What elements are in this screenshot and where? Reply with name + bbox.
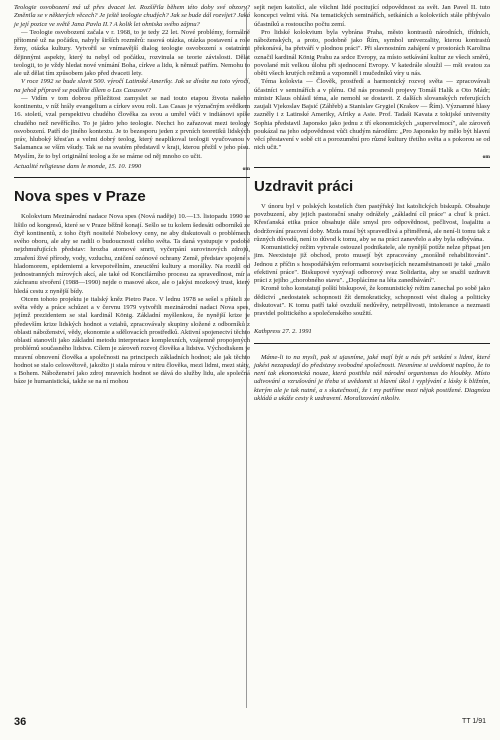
issue-label: TT 1/91 bbox=[462, 718, 486, 725]
article-title: Nova spes v Praze bbox=[14, 188, 146, 206]
page-number: 36 bbox=[14, 716, 27, 728]
section-divider bbox=[14, 177, 250, 178]
interview-question: V roce 1992 se bude slavit 500. výročí Latinské Ameriky. Jak se díváte na toto výročí, na jehož přípravě se podílíte dílem o Las Casasovi? bbox=[14, 78, 250, 94]
author-tag: om bbox=[482, 153, 490, 160]
source-line: Kathpress 27. 2. 1991 bbox=[254, 328, 312, 336]
page-footer bbox=[0, 716, 500, 736]
article-paragraph: Komunistický režim vytvrale ostouzel podnikatele, ale nynější potíže nelze připsat jen jim. Neexistuje již obchod, proto musejí být zpracovány „morálně rehabilitováni". Jednou z příčin s hospodářským reformami souvisejících nezaměstnanosti je také „málo efektivní práce". Biskupové vyzývají odborový svaz Solidarita, aby se snažil uzdravit práci z jejího „chorobného stavu". „Doplácíme na léta zanedbávání". bbox=[254, 244, 490, 284]
left-column bbox=[14, 4, 250, 387]
section-divider bbox=[254, 167, 490, 168]
article-paragraph: V únoru byl v polských kostelích čten pastýřský list katolických biskupů. Obsahuje povzbuzení, aby jejich pastorační snahy odrážely „základní cíl práce" a chuť k práci. Křesťanská etika práce obsahuje dále smysl pro odpovědnost, pečlivost, loajalitu a dodržování pracovní doby. Mzda musí být spravedlivá a přiměřená, ale není-li tomu tak z různých důvodů, není to důvod k tomu, aby se na práci zanevřelo a aby byla odbývána. bbox=[254, 202, 490, 243]
article-paragraph: Kromě toho konstatují polští biskupové, že komunistický režim zanechal po sobě jako dědictví „nedostatek schopnosti žít demokraticky, schopnosti vést dialog a politicky diskutovat". K tomu patří také ovzduší nedůvěry, netrpělivosti, intolerance a nezmasti pravidel politického a společenského soužití. bbox=[254, 285, 490, 317]
section-divider bbox=[254, 343, 490, 344]
right-column bbox=[254, 4, 490, 403]
article-paragraph: Kolokvium Mezinárodní nadace Nova spes (Nová naděje) 10.—13. listopadu 1990 se lišilo od kongresů, které se v Praze běžně konají. Sešlo se tu kolem šedesáti odborníků ze čtyř kontinentů, z toho čtyři nositelé Nobelovy ceny, ne aby diskutovali o problémech svého oboru, ale aby se radili o budoucnosti celého světa. Ta daná vystupuje v podobě nejzhmuřujících představ: hrozba atomové smrti, vyčerpání surovinových zdrojů, zmaření živé přírody, vody, vzduchu, zničení ozónové ochrany Země, představ spojené s hladomorem, epidemiemi a krvepotvělním, zneuctění kultury a morálky. Na rozdíl od jednostranných mírových akcí, ale také od Koncilárního procesu za spravedlnost, mír a záchranu stvoření (1988—1990) nejde o masové akce, ale o jakýsi mozkový trust, který hledá cestu z nynější bídy. bbox=[14, 213, 250, 295]
interview-answer: — Teologie osvobození začala v r. 1968, to je tedy 22 let. Nové problémy, formálně přítomné už na počátku, nabyly širších rozměrů: rasová otázka, otázka postavení a role ženy, otázka kultury. Vytvořil se vnímavější dialog teologie osvobození s ostatními dějinnými aspekty, který tu nebyl od počátku, rozvinula se teorie závislosti. Dělat teologii, to je vždy hledat nové vnímání Boha, církve a lidu, k němuž patřím. Nemohu to ale už dělat tím způsobem jako před dvaceti lety. bbox=[14, 28, 250, 77]
article-paragraph: sejít nejen katolíci, ale všichni lidé pocitující odpovědnost za svět. Jan Pavel II. tuto koncepci velmi vítá. Na tematických seminářích, setkáních a kolokviích stále přibývalo účastníků a rostoucího počtu zemí. bbox=[254, 4, 490, 28]
source-byline: Actualité religieuse dans le monde, 15. 10. 1990 bbox=[14, 162, 142, 170]
interview-question: Teologie osvobození má už přes dvacet let. Rozšířila během této doby své obzory? Změnila se v některých věcech? Je ještě teologie chudých? Jak se bude dál rozvíjet? Jaká je její pozice ve světě Jana Pavla II.? A kolik let ohniska svého zájmu? bbox=[14, 4, 250, 28]
interview-answer: — Vidím v tom dobrou příležitost zamyslet se nad touto etapou života našeho kontinentu, v níž hrály evangelium a církev svou roli. Las Casas je význačným svědkem 16. století, vzal perspektivu chudého člověka za svou a umřel vůči v indiánovi spíše chudého než nevěřícího. To je jádro jeho teologie. Nechci ho zařazovat mezi teology osvobození. Patří do jiného kontextu. Je to bezesporu jeden z prvních teoretiků lidských práv, hluboký křesťan a velmi dobrý teolog, který neaplikoval teologii vyučovanou v Salamanca se vším všudy. Tak se na svatém představil v kraji, kterou přežil v jeho písu. Myslím, že to byl originální teolog a že se máme od něj mnoho co učit. bbox=[14, 94, 250, 160]
article-paragraph: Pro lidské kolokvium byla vybrána Praha, město kontrastů národních, třídních, náboženských, a proto, podobně jako Řím, symbol univerzality, kterou kontrastů překonává, ba přetváří v plodnou práci". Při slavnostním zahájení v prostorách Karolina označil kardinál König Prahu za srdce Evropy, za místo setkávání kultur ze všech směrů, povolané mít velkou úlohu při sjednocení Evropy. V katedrále sloužil — mši svatou za oběti všech krutých režimů a vzpomněl i mučedníků víry u nás. bbox=[254, 28, 490, 77]
article-title: Uzdravit práci bbox=[254, 177, 354, 195]
editorial-quote: Máme-li to na mysli, pak si ujasníme, jaké mají být u nás při setkání s lidmi, které jakési nezapadají do představy svobodné společnosti. Nesmíme si uvědomit naplno, že to není tak ekonomická nouze, která postihla náš národní organismus do hloubky. Místo udivování a vzrušování je třeba si uvědomit si hlavní úkol i vyplývání z lásky k bližním, kterým ale je tak nutné, a s skutečností, že i my patříme mezi nějak postižené. Diagnóza ukládá a ukáže cesty k uzdravení. Moralizování nikoliv. bbox=[254, 353, 490, 402]
article-paragraph: Otcem tohoto projektu je italský kněz Pietro Pace. V lednu 1978 se sešel s přáteli ze světa vědy a práce schůzet a v červnu 1979 vytvořili mezinárodní nadaci Nova spes, jejímž prezidentem se stal kardinál König. Základní myšlenkou, že nynější krize je především krize lidských hodnot a vztahů, zpracovávaly skupiny složené z odborníků z oblasti náboženství, vědy, ekonomie a sdělovacích prostředků. Aktivní spojenectví těchto oblastí stanovili jako základní metodu interpretace komplexních, vzájemně propojených problémů současného lidstva. Cílem je zároveň rozvoj člověka a lidstva. Východiskem je mravní obnovení člověka a společnosti na principech základních hodnot; ale jak těchto hodnot se stalo celosvětově, jakožto ji stala mírou v nitru člověka, mezi lidmi, mezi státy, s Bohem. Náboženství jako zdroj mravních hodnot se dává do služby lidu, ale společná báze je humanistická, takže se na ní mohou bbox=[14, 295, 250, 386]
author-tag: om bbox=[242, 166, 250, 172]
article-paragraph: Téma kolokvia — Člověk, prostředí a harmonický rozvoj světa — zpracovávali účastníci v seminářích a v plénu. Od nás prosnesli projevy Tomáš Halík a Oto Mádr; ministr Klaus ohlásil téma, ale nemohl se dostavit. Z dalších slovanských referujících zaujali Vjekoslav Bajsić (Záhřeb) a Stanislav Grygiel (Krakov — Řím). Významné hlasy zazněly i z Latinské Ameriky, Afriky a Asie. Prof. Tadaši Kavata z tokijské university Sophia představil Japonsko jako jednu z tří ekonomických „supervelmocí", ale zároveň poukázal na jeho odpovědnost vůči chudým národům: „Pro Japonsko by mělo být hlavní věcí přestavení v sobě cit a porozumění pro různé kultury třetího světa a s pokorou se od nich učit." bbox=[254, 78, 490, 152]
